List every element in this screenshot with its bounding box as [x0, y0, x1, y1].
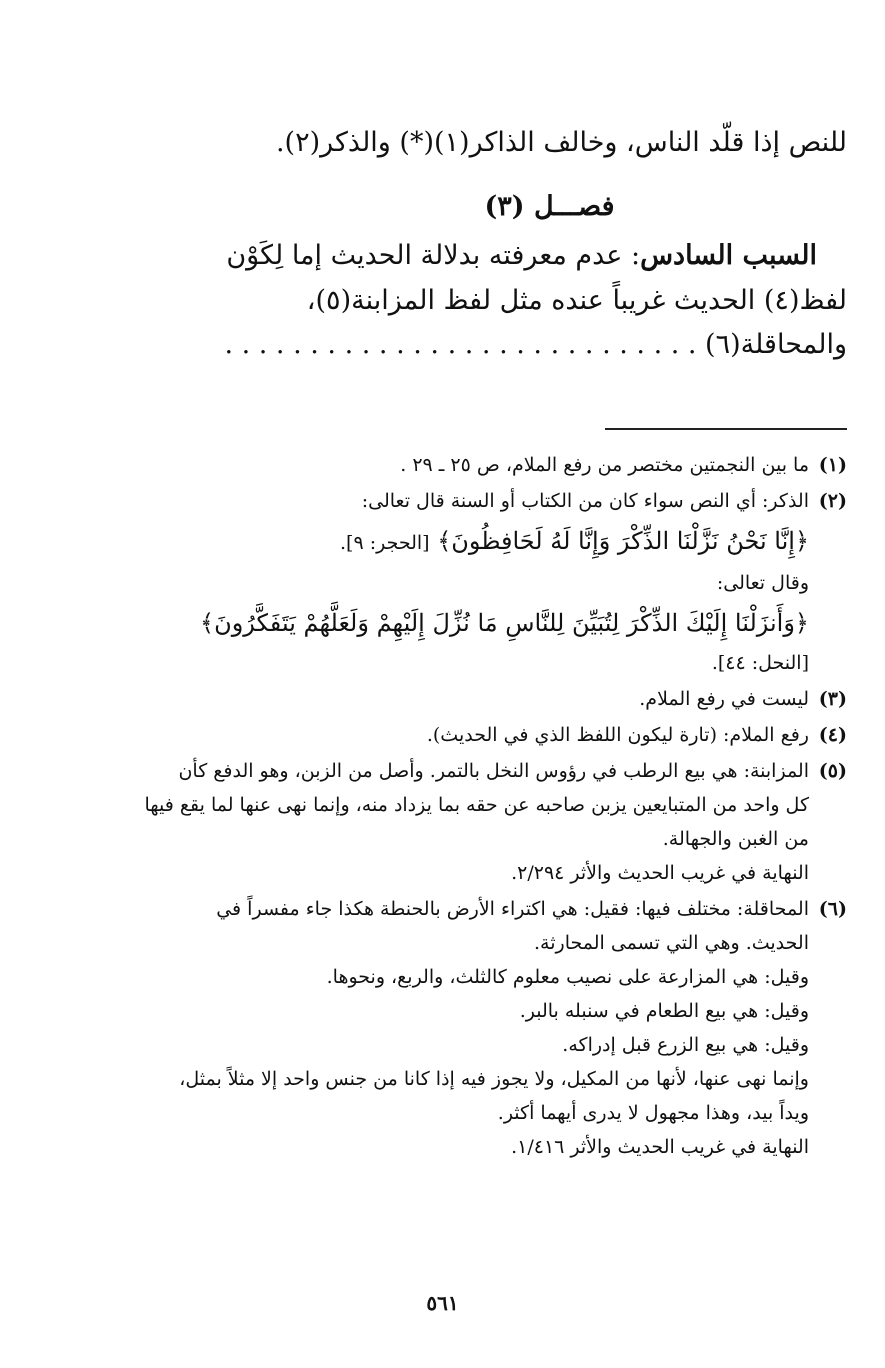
footnote-line: وقال تعالى:: [716, 572, 809, 594]
footnote-line: ويداً بيد، وهذا مجهول لا يدرى أيهما أكثر.: [497, 1102, 809, 1124]
footnote-1: [102, 448, 847, 482]
quran-reference: [النحل: ٤٤].: [711, 652, 809, 674]
quran-verse-1: [102, 518, 809, 566]
footnotes: [102, 448, 847, 1166]
main-text-line-4: والمحاقلة(٦) . . . . . . . . . . . . . . . . . . . . . . . . . . . .: [224, 329, 847, 361]
footnote-line: رفع الملام: (تارة ليكون اللفظ الذي في الحديث).: [426, 724, 809, 746]
footnote-line: الذكر: أي النص سواء كان من الكتاب أو السنة قال تعالى:: [361, 490, 809, 512]
quran-verse-2: ﴿وَأَنزَلْنَا إِلَيْكَ الذِّكْرَ لِتُبَيِّنَ لِلنَّاسِ مَا نُزِّلَ إِلَيْهِمْ وَلَعَلَّهُمْ يَتَفَكَّرُونَ﴾: [200, 609, 809, 637]
quran-reference: [الحجر: ٩].: [339, 532, 430, 554]
footnote-number: (٤): [818, 724, 847, 746]
footnote-3: [102, 682, 847, 716]
footnote-line: النهاية في غريب الحديث والأثر ١/٤١٦.: [511, 1136, 809, 1158]
footnote-number: (١): [818, 454, 847, 476]
reason-text: : عدم معرفته بدلالة الحديث إما لِكَوْن: [226, 240, 641, 272]
footnote-5: [102, 754, 847, 890]
footnote-line: المحاقلة: مختلف فيها: فقيل: هي اكتراء الأرض بالحنطة هكذا جاء مفسراً في: [216, 898, 809, 920]
footnote-line: من الغبن والجهالة.: [662, 828, 809, 850]
footnote-separator: [605, 428, 847, 430]
reason-label: السبب السادس: [640, 240, 817, 272]
footnote-6: [102, 892, 847, 1164]
footnote-number: (٦): [818, 898, 847, 920]
footnote-line: وقيل: هي بيع الزرع قبل إدراكه.: [562, 1034, 809, 1056]
footnote-line: ما بين النجمتين مختصر من رفع الملام، ص ٢٥ ـ ٢٩ .: [400, 454, 809, 476]
footnote-line: النهاية في غريب الحديث والأثر ٢/٢٩٤.: [511, 862, 809, 884]
main-text: [224, 125, 847, 364]
footnote-number: (٣): [818, 688, 847, 710]
main-text-line-1: للنص إذا قلّد الناس، وخالف الذاكر(١)(*) والذكر(٢).: [275, 127, 847, 158]
footnote-line: ليست في رفع الملام.: [639, 688, 809, 710]
section-heading: فصـــل (٣): [484, 191, 615, 223]
footnote-line: المزابنة: هي بيع الرطب في رؤوس النخل بالتمر. وأصل من الزبن، وهو الدفع كأن: [178, 760, 809, 782]
page-number: ٥٦١: [426, 1291, 459, 1315]
footnote-2: [102, 484, 847, 680]
main-text-line-2: [226, 238, 847, 274]
footnote-line: وقيل: هي بيع الطعام في سنبله بالبر.: [519, 1000, 809, 1022]
footnote-number: (٥): [818, 760, 847, 782]
footnote-4: [102, 718, 847, 752]
main-text-line-3: لفظ(٤) الحديث غريباً عنده مثل لفظ المزابنة(٥)،: [306, 284, 847, 316]
footnote-line: وإنما نهى عنها، لأنها من المكيل، ولا يجوز فيه إذا كانا من جنس واحد إلا مثلاً بمثل،: [179, 1068, 809, 1090]
footnote-line: وقيل: هي المزارعة على نصيب معلوم كالثلث، والربع، ونحوها.: [326, 966, 809, 988]
footnote-line: كل واحد من المتبايعين يزبن صاحبه عن حقه بما يزداد منه، وإنما نهى عنها لما يقع فيها: [144, 794, 809, 816]
footnote-line: الحديث. وهي التي تسمى المحارثة.: [534, 932, 809, 954]
footnote-number: (٢): [818, 490, 847, 512]
quran-verse-text: ﴿إِنَّا نَحْنُ نَزَّلْنَا الذِّكْرَ وَإِنَّا لَهُ لَحَافِظُونَ﴾: [437, 527, 809, 555]
